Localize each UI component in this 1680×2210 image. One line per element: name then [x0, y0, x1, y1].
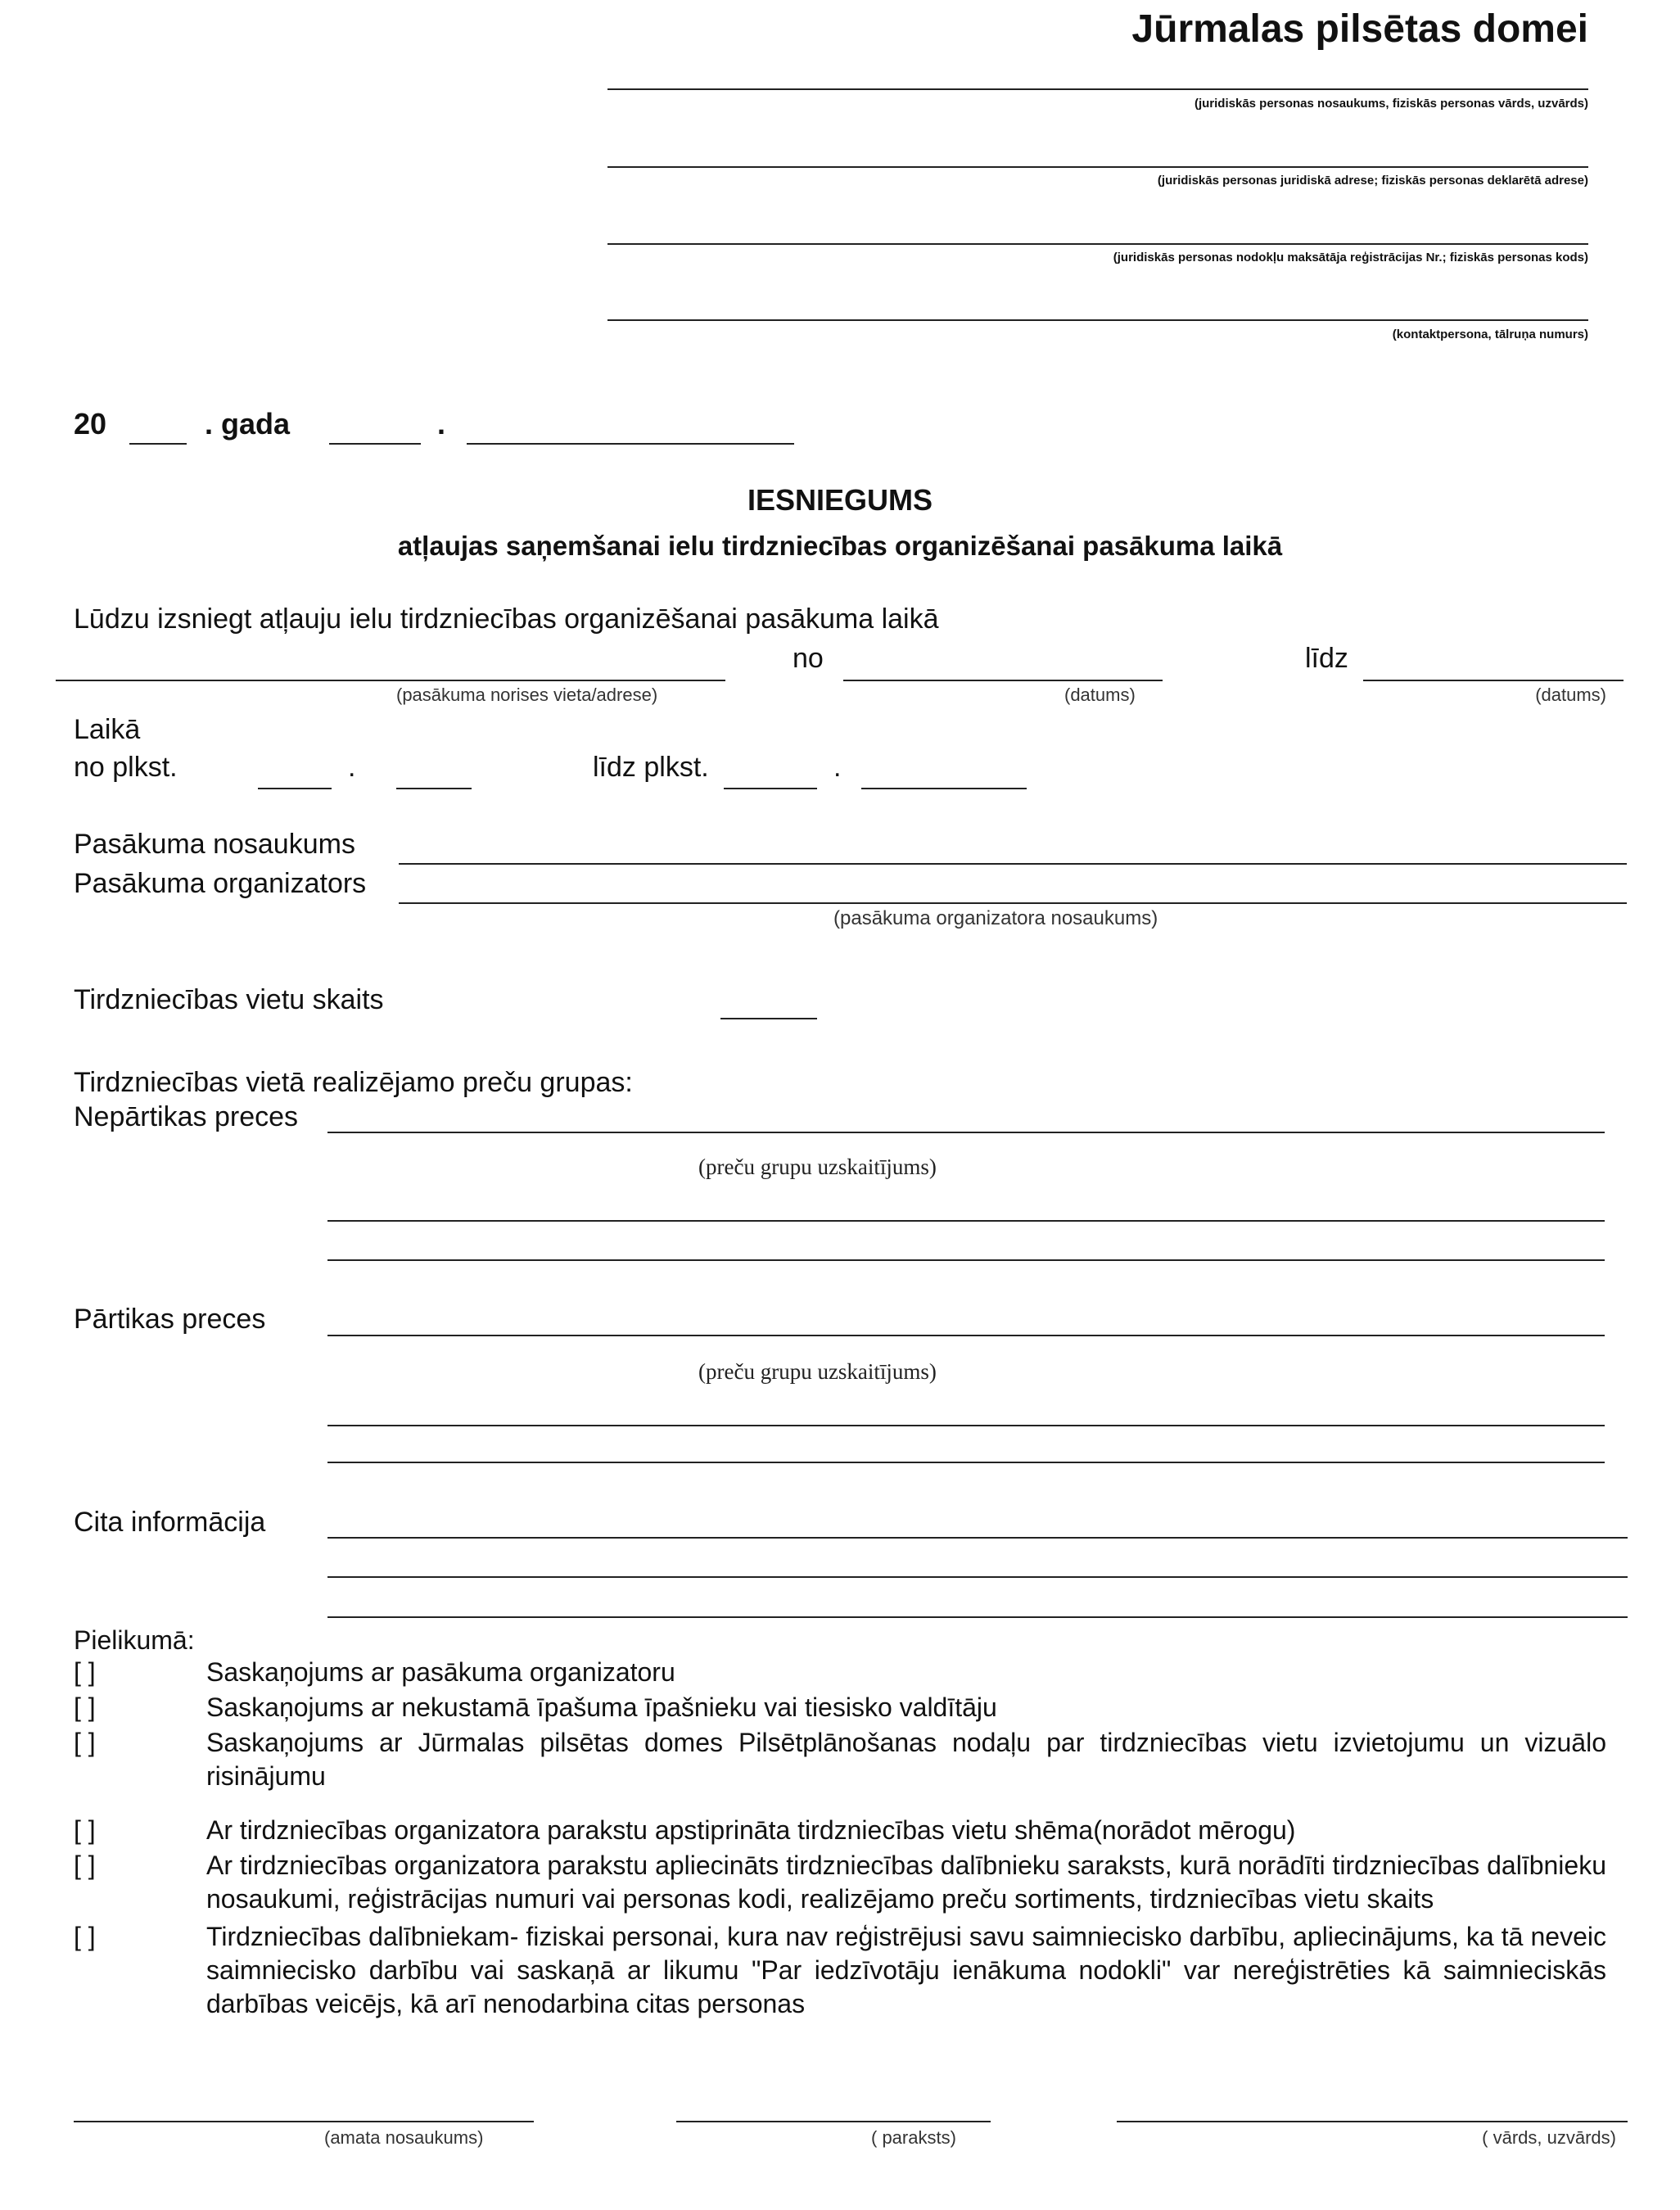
- event-organizer-label: Pasākuma organizators: [74, 868, 367, 899]
- attachment-checkbox-2[interactable]: [ ]: [74, 1693, 96, 1722]
- nonfood-goods-field[interactable]: [327, 1132, 1605, 1133]
- other-info-field-3[interactable]: [327, 1616, 1628, 1618]
- applicant-address-line[interactable]: [607, 166, 1588, 168]
- attachment-checkbox-3[interactable]: [ ]: [74, 1728, 96, 1757]
- nonfood-goods-field-2[interactable]: [327, 1220, 1605, 1222]
- time-from-minutes-field[interactable]: [396, 788, 472, 789]
- time-to-minutes-field[interactable]: [861, 788, 1027, 789]
- name-surname-field[interactable]: [1117, 2121, 1628, 2122]
- request-from-label: no: [793, 643, 824, 674]
- other-info-field-2[interactable]: [327, 1576, 1628, 1578]
- trade-places-field[interactable]: [720, 1018, 817, 1019]
- attachments-heading: Pielikumā:: [74, 1625, 195, 1655]
- food-goods-label: Pārtikas preces: [74, 1304, 266, 1335]
- trade-places-label: Tirdzniecības vietu skaits: [74, 984, 384, 1015]
- attachment-item-5: Ar tirdzniecības organizatora parakstu apliecināts tirdzniecības dalībnieku saraksts, kurā norādīti tirdzniecības dalībnieku nosaukumi, reģistrācijas numuri vai personas kodi, realizējamo preču sortiments, tirdzniecības vietu skaits: [206, 1851, 1606, 1914]
- event-place-field[interactable]: [56, 680, 725, 681]
- food-goods-caption: (preču grupu uzskaitījums): [698, 1359, 937, 1384]
- nonfood-goods-field-3[interactable]: [327, 1259, 1605, 1261]
- date-month-field[interactable]: [467, 443, 794, 445]
- event-name-label: Pasākuma nosaukums: [74, 829, 355, 860]
- date-day-field[interactable]: [329, 443, 421, 445]
- nonfood-goods-caption: (preču grupu uzskaitījums): [698, 1155, 937, 1179]
- event-organizer-caption: (pasākuma organizatora nosaukums): [833, 907, 1158, 929]
- date-year-field[interactable]: [129, 443, 187, 445]
- other-info-field[interactable]: [327, 1537, 1628, 1539]
- attachment-item-3: Saskaņojums ar Jūrmalas pilsētas domes Pilsētplānošanas nodaļu par tirdzniecības vietu izvietojumu un vizuālo risinājumu: [206, 1728, 1606, 1791]
- end-date-field[interactable]: [1363, 680, 1624, 681]
- attachment-checkbox-6[interactable]: [ ]: [74, 1922, 96, 1951]
- applicant-name-caption: (juridiskās personas nosaukums, fiziskās personas vārds, uzvārds): [1194, 97, 1588, 111]
- addressee: Jūrmalas pilsētas domei: [1131, 7, 1588, 51]
- document-subtitle: atļaujas saņemšanai ielu tirdzniecības organizēšanai pasākuma laikā: [397, 531, 1283, 561]
- time-from-hours-field[interactable]: [258, 788, 332, 789]
- start-date-field[interactable]: [843, 680, 1163, 681]
- attachment-checkbox-5[interactable]: [ ]: [74, 1851, 96, 1880]
- date-dot: .: [437, 407, 446, 441]
- time-label: Laikā: [74, 714, 141, 745]
- end-date-caption: (datums): [1535, 685, 1606, 705]
- request-text: Lūdzu izsniegt atļauju ielu tirdzniecības organizēšanai pasākuma laikā: [74, 603, 939, 635]
- applicant-contact-line[interactable]: [607, 319, 1588, 321]
- attachment-item-4: Ar tirdzniecības organizatora parakstu apstiprināta tirdzniecības vietu shēma(norādot mērogu): [206, 1815, 1296, 1845]
- time-from-dot: .: [348, 752, 356, 783]
- event-name-field[interactable]: [399, 863, 1627, 865]
- name-surname-caption: ( vārds, uzvārds): [1482, 2127, 1616, 2148]
- applicant-regno-line[interactable]: [607, 243, 1588, 245]
- attachment-item-2: Saskaņojums ar nekustamā īpašuma īpašnieku vai tiesisko valdītāju: [206, 1693, 997, 1722]
- time-to-hours-field[interactable]: [724, 788, 817, 789]
- position-field[interactable]: [74, 2121, 534, 2122]
- request-to-label: līdz: [1305, 643, 1348, 674]
- time-from-label: no plkst.: [74, 752, 178, 783]
- other-info-label: Cita informācija: [74, 1507, 266, 1538]
- start-date-caption: (datums): [1064, 685, 1136, 705]
- time-to-dot: .: [833, 752, 842, 783]
- nonfood-goods-label: Nepārtikas preces: [74, 1101, 299, 1132]
- time-to-label: līdz plkst.: [593, 752, 709, 783]
- attachment-checkbox-1[interactable]: [ ]: [74, 1657, 96, 1687]
- position-caption: (amata nosaukums): [324, 2127, 484, 2148]
- goods-heading: Tirdzniecības vietā realizējamo preču grupas:: [74, 1067, 633, 1098]
- signature-field[interactable]: [676, 2121, 991, 2122]
- applicant-address-caption: (juridiskās personas juridiskā adrese; fiziskās personas deklarētā adrese): [1157, 174, 1588, 188]
- attachment-checkbox-4[interactable]: [ ]: [74, 1815, 96, 1845]
- event-organizer-field[interactable]: [399, 902, 1627, 904]
- attachment-item-6: Tirdzniecības dalībniekam- fiziskai personai, kura nav reģistrējusi savu saimniecisko darbību, apliecinājums, ka tā neveic saimniecisko darbību vai saskaņā ar likumu "Par iedzīvotāju ienākuma nodokli" var nereģistrēties kā saimnieciskās darbības veicējs, kā arī nenodarbina citas personas: [206, 1922, 1606, 2018]
- applicant-contact-caption: (kontaktpersona, tālruņa numurs): [1392, 328, 1588, 341]
- applicant-name-line[interactable]: [607, 88, 1588, 90]
- event-place-caption: (pasākuma norises vieta/adrese): [396, 685, 658, 705]
- date-year-prefix: 20: [74, 407, 107, 441]
- signature-caption: ( paraksts): [871, 2127, 956, 2148]
- applicant-regno-caption: (juridiskās personas nodokļu maksātāja reģistrācijas Nr.; fiziskās personas kods): [1113, 251, 1588, 264]
- food-goods-field[interactable]: [327, 1335, 1605, 1336]
- food-goods-field-2[interactable]: [327, 1425, 1605, 1426]
- date-gada-label: . gada: [205, 407, 291, 441]
- food-goods-field-3[interactable]: [327, 1462, 1605, 1463]
- document-title: IESNIEGUMS: [747, 483, 933, 517]
- attachment-item-1: Saskaņojums ar pasākuma organizatoru: [206, 1657, 675, 1687]
